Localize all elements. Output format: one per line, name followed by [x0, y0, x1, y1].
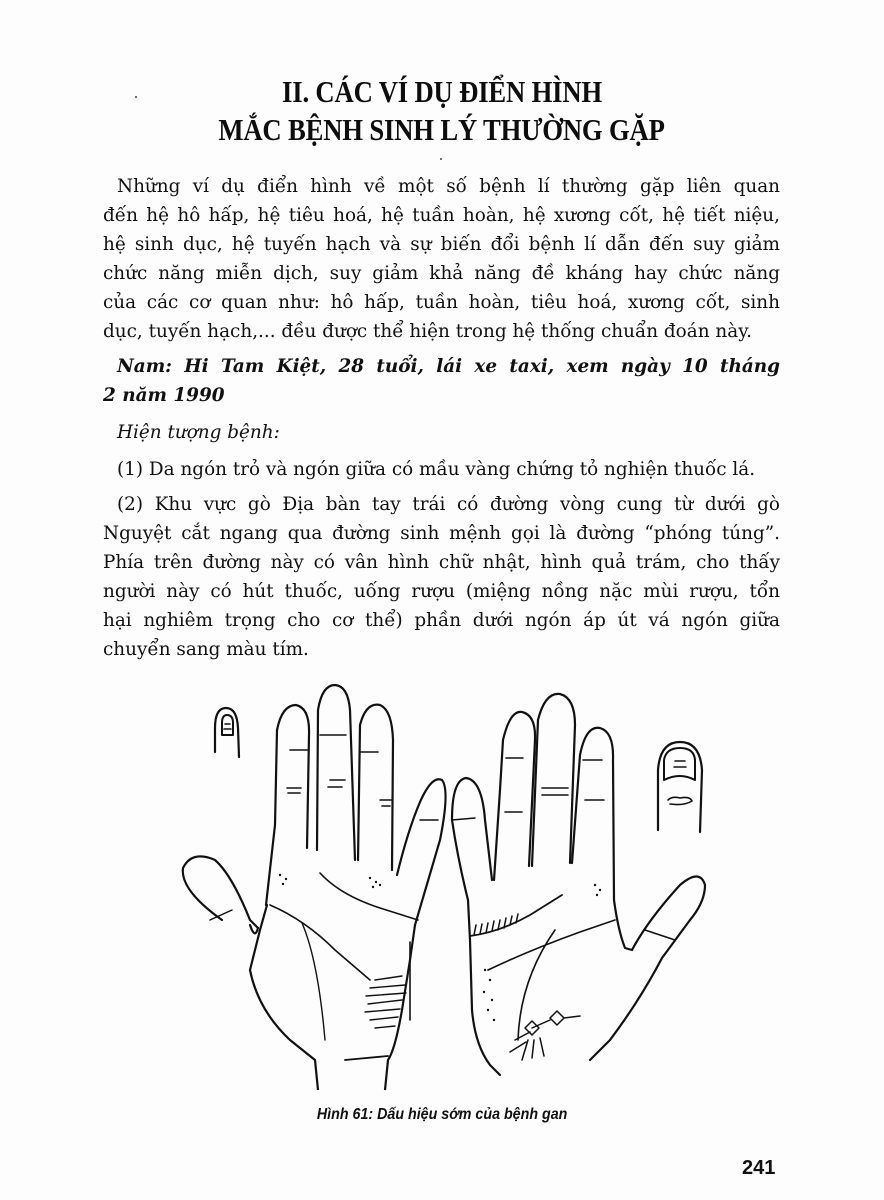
case-heading-line: 2 năm 1990: [103, 385, 225, 406]
case-heading-line: Nam: Hi Tam Kiệt, 28 tuổi, lái xe taxi, xem ngày 10 tháng: [117, 356, 780, 377]
section-title-line-2: MẮC BỆNH SINH LÝ THƯỜNG GẶP: [218, 112, 666, 147]
right-palm-icon: [452, 694, 705, 1075]
figure-caption: Hình 61: Dấu hiệu sớm của bệnh gan: [316, 1106, 568, 1123]
symptom-line: hại nghiêm trọng cho cơ thể) phần dưới ngón áp út vá ngón giữa: [103, 610, 780, 631]
left-thumb-nail-icon: [215, 708, 239, 757]
case-heading: [103, 352, 780, 410]
scan-speck: [135, 96, 137, 98]
paragraph-line: hệ sinh dục, hệ tuyến hạch và sự biến đổi bệnh lí dẫn đến suy giảm: [103, 234, 780, 255]
paragraph-line: dục, tuyến hạch,... đều được thể hiện trong hệ thống chuẩn đoán này.: [103, 321, 753, 342]
symptom-line: Nguyệt cắt ngang qua đường sinh mệnh gọi là đường “phóng túng”.: [103, 523, 780, 544]
paragraph-line: Những ví dụ điển hình về một số bệnh lí thường gặp liên quan: [117, 176, 780, 197]
paragraph-line: chức năng miễn dịch, suy giảm khả năng đề kháng hay chức năng: [103, 263, 780, 284]
symptom-line: người này có hút thuốc, uống rượu (miệng nồng nặc mùi rượu, tổn: [103, 581, 780, 602]
symptom-line: Phía trên đường này có vân hình chữ nhật, hình quả trám, cho thấy: [103, 552, 780, 573]
symptom-line: (2) Khu vực gò Địa bàn tay trái có đường vòng cung từ dưới gò: [117, 494, 780, 515]
symptom-2: [103, 490, 780, 664]
symptom-line: (1) Da ngón trỏ và ngón giữa có mầu vàng chứng tỏ nghiện thuốc lá.: [117, 459, 756, 480]
section-title-line-1: II. CÁC VÍ DỤ ĐIỂN HÌNH: [282, 74, 602, 109]
paragraph-line: của các cơ quan như: hô hấp, tuần hoàn, tiêu hoá, xương cốt, sinh: [103, 292, 780, 313]
paragraph-line: đến hệ hô hấp, hệ tiêu hoá, hệ tuần hoàn, hệ xương cốt, hệ tiết niệu,: [103, 205, 780, 226]
symptoms-label: Hiện tượng bệnh:: [117, 422, 280, 443]
intro-paragraph: [103, 172, 780, 346]
symptom-1: [103, 455, 780, 484]
page-number: 241: [742, 1157, 776, 1179]
left-palm-icon: [183, 685, 446, 1090]
symptom-line: chuyển sang màu tím.: [103, 639, 309, 660]
palm-illustration: [170, 680, 730, 1090]
scan-speck: [440, 158, 442, 160]
right-thumb-nail-icon: [658, 742, 702, 832]
